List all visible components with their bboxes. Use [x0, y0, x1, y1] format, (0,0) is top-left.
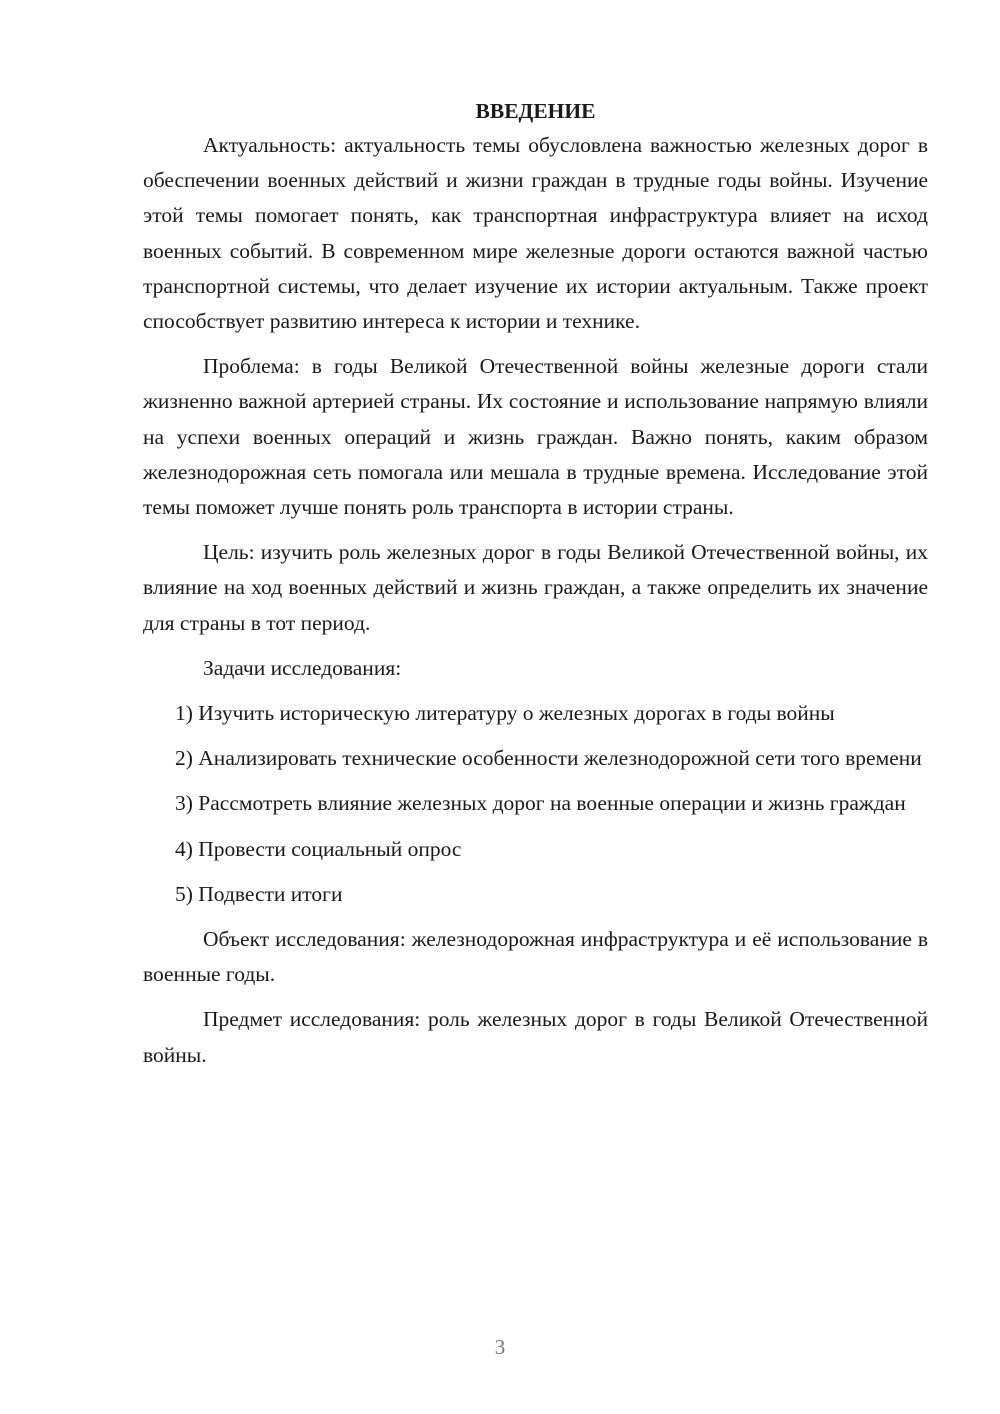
goal-paragraph: Цель: изучить роль железных дорог в годы Великой Отечественной войны, их влияние на ход военных действий и жизнь граждан, а также определить их значение для страны в тот период. — [143, 540, 928, 635]
page-number: 3 — [494, 1335, 506, 1359]
task-item-1: 1) Изучить историческую литературу о железных дорогах в годы войны — [175, 701, 835, 726]
tasks-heading: Задачи исследования: — [203, 655, 402, 680]
object-paragraph: Объект исследования: железнодорожная инфраструктура и её использование в военные годы. — [143, 927, 928, 987]
document-page — [143, 95, 928, 1073]
section-title: ВВЕДЕНИЕ — [475, 99, 596, 123]
task-item-2: 2) Анализировать технические особенности железнодорожной сети того времени — [175, 746, 922, 771]
task-item-4: 4) Провести социальный опрос — [175, 836, 462, 861]
problem-paragraph: Проблема: в годы Великой Отечественной войны железные дороги стали жизненно важной артерией страны. Их состояние и использование напрямую влияли на успехи военных операций и жизнь граждан. Важно понять, каким образом железнодорожная сеть помогала или мешала в трудные времена. Исследование этой темы поможет лучше понять роль транспорта в истории страны. — [143, 354, 928, 520]
task-item-3: 3) Рассмотреть влияние железных дорог на военные операции и жизнь граждан — [175, 791, 906, 816]
subject-paragraph: Предмет исследования: роль железных дорог в годы Великой Отечественной войны. — [143, 1007, 928, 1067]
task-item-5: 5) Подвести итоги — [175, 881, 343, 906]
relevance-paragraph: Актуальность: актуальность темы обусловлена важностью железных дорог в обеспечении военных действий и жизни граждан в трудные годы войны. Изучение этой темы помогает понять, как транспортная инфраструктура влияет на исход военных событий. В современном мире железные дороги остаются важной частью транспортной системы, что делает изучение их истории актуальным. Также проект способствует развитию интереса к истории и технике. — [143, 133, 928, 334]
